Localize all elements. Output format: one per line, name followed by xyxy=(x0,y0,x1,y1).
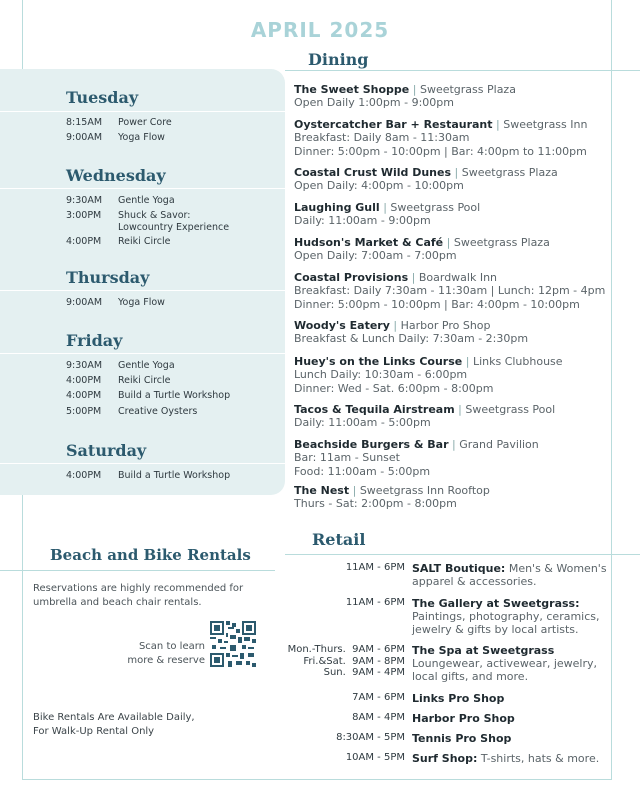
dining-item: Coastal Provisions | Boardwalk Inn Breakfast: Daily 7:30am - 11:30am | Lunch: 12pm - 4pm Dinner: 5:00pm - 10:00pm | Bar: 4:00pm - 10:00pm xyxy=(294,271,606,311)
day-heading-tuesday: Tuesday xyxy=(66,88,139,107)
dining-item: Hudson's Market & Café | Sweetgrass Plaza Open Daily: 7:00am - 7:00pm xyxy=(294,236,550,263)
divider xyxy=(0,570,275,571)
dining-item: The Sweet Shoppe | Sweetgrass Plaza Open Daily 1:00pm - 9:00pm xyxy=(294,83,516,110)
divider xyxy=(285,554,640,555)
divider xyxy=(0,111,285,112)
dining-item: Tacos & Tequila Airstream | Sweetgrass Pool Daily: 11:00am - 5:00pm xyxy=(294,403,556,430)
dining-item: Laughing Gull | Sweetgrass Pool Daily: 11:00am - 9:00pm xyxy=(294,201,481,228)
divider xyxy=(285,70,640,71)
day-heading-thursday: Thursday xyxy=(66,268,150,287)
day-heading-wednesday: Wednesday xyxy=(66,166,166,185)
retail-heading: Retail xyxy=(312,530,366,549)
dining-item: Woody's Eatery | Harbor Pro Shop Breakfast & Lunch Daily: 7:30am - 2:30pm xyxy=(294,319,529,346)
dining-item: Huey's on the Links Course | Links Clubhouse Lunch Daily: 10:30am - 6:00pm Dinner: Wed - Sat. 6:00pm - 8:00pm xyxy=(294,355,563,395)
divider xyxy=(0,188,285,189)
dining-item: Coastal Crust Wild Dunes | Sweetgrass Plaza Open Daily: 4:00pm - 10:00pm xyxy=(294,166,558,193)
divider xyxy=(0,290,285,291)
beach-rentals-heading: Beach and Bike Rentals xyxy=(50,546,251,564)
weekly-schedule-panel: Tuesday 8:15AM Power Core 9:00AM Yoga Flow Wednesday 9:30AM Gentle Yoga 3:00PM Shuck & Savor: Lowcountry Experience 4:00PM Reiki Circle Thursday 9:00AM Yoga Flow Friday 9:30AM Gentle Yoga 4:00PM Reiki Circle 4:00PM Build a Turtle Workshop 5:00PM Creative Oysters Saturday 4:00PM Build a Turtle Workshop xyxy=(0,69,285,495)
divider xyxy=(0,463,285,464)
dining-item: The Nest | Sweetgrass Inn Rooftop Thurs - Sat: 2:00pm - 8:00pm xyxy=(294,484,490,511)
dining-item: Beachside Burgers & Bar | Grand Pavilion Bar: 11am - Sunset Food: 11:00am - 5:00pm xyxy=(294,438,539,478)
page-title: APRIL 2025 xyxy=(250,18,390,42)
bike-rental-note: Bike Rentals Are Available Daily, For Walk-Up Rental Only xyxy=(33,712,195,737)
divider xyxy=(0,353,285,354)
scan-note: Scan to learn more & reserve xyxy=(127,641,205,666)
day-heading-saturday: Saturday xyxy=(66,441,147,460)
qr-code-icon[interactable] xyxy=(210,621,256,667)
day-heading-friday: Friday xyxy=(66,331,123,350)
reservation-note: Reservations are highly recommended for umbrella and beach chair rentals. xyxy=(33,583,244,608)
dining-item: Oystercatcher Bar + Restaurant | Sweetgrass Inn Breakfast: Daily 8am - 11:30am Dinner: 5:00pm - 10:00pm | Bar: 4:00pm to 11:00pm xyxy=(294,118,588,158)
dining-heading: Dining xyxy=(308,50,369,69)
